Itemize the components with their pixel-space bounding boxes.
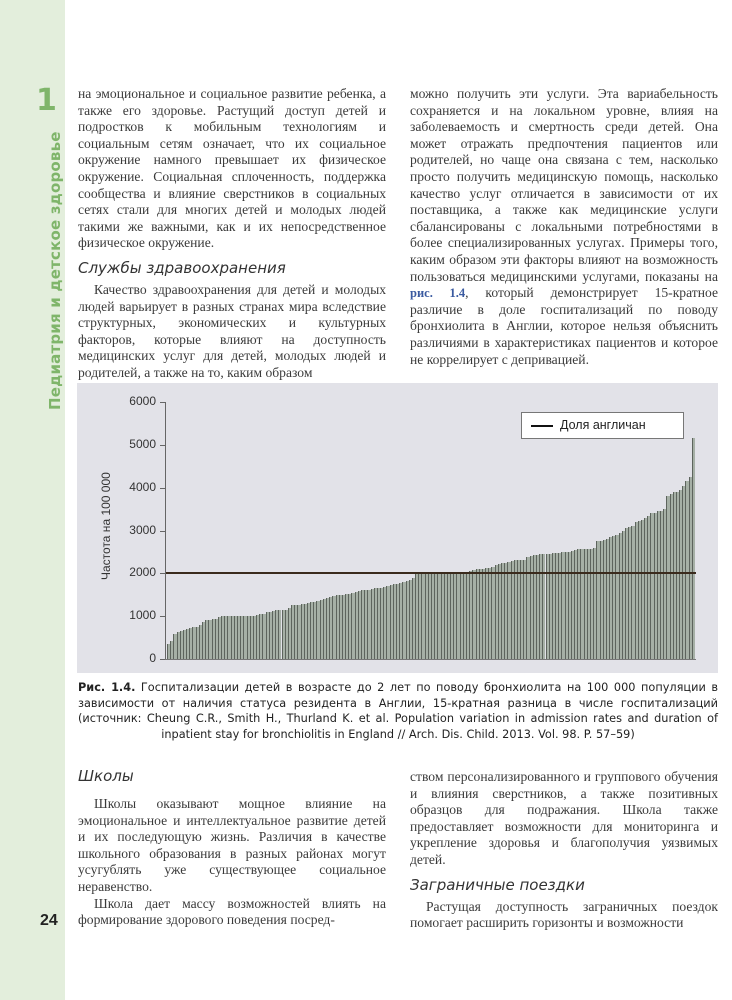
section-heading-schools: Школы xyxy=(78,767,134,785)
caption-label: Рис. 1.4. xyxy=(78,681,136,694)
section-heading-foreign-travel: Заграничные поездки xyxy=(410,875,585,894)
y-tick-label: 1000 xyxy=(129,608,156,623)
chart-legend xyxy=(521,412,684,439)
paragraph: Растущая доступность заграничных поездок помогает расширить горизонты и возможности xyxy=(410,898,718,931)
y-tick-label: 6000 xyxy=(129,394,156,408)
bar xyxy=(692,438,695,659)
chapter-sidebar xyxy=(0,0,65,1000)
paragraph-text: можно получить эти услуги. Эта вариабельность сохраняется и на локальном уровне, влияя на заболеваемость и смертность среди детей. Она может отражать предпочтения пациентов или родителей, но чаще она связана с тем, насколько просто получить медицинскую помощь, насколько качество услуг отличается в зависимости от их поставщика, а также как медицинские услуги сбалансированы с локальными потребностями в более специализированных услугах. Примеры того, каким образом эти факторы влияют на возможность пользоваться медицинскими услугами, показаны на xyxy=(410,86,718,284)
section-heading-health-services: Службы здравоохранения xyxy=(78,258,286,277)
reference-line-english-rate xyxy=(166,572,696,574)
y-tick-label: 4000 xyxy=(129,479,156,494)
text-column-top-left xyxy=(78,86,386,382)
legend-label: Доля англичан xyxy=(560,418,646,432)
y-axis-label: Частота на 100 000 xyxy=(99,472,113,580)
figure-reference-link[interactable]: рис. 1.4 xyxy=(410,286,466,301)
paragraph: на эмоциональное и социальное развитие ребенка, а также его здоровье. Растущий доступ детей и подростков к мобильным технологиям и социальным сетям означает, что их социальное окружение намного превышает их физическое окружение. Социальная сплоченность, поддержка сообщества и влияние сверстников в социальных сетях стали для многих детей и молодых людей такими же важными, как и их непосредственное физическое окружение. xyxy=(78,86,386,251)
paragraph: Качество здравоохранения для детей и молодых людей варьирует в разных странах мира вследствие структурных, экономических и культурных факторов, которые влияют на доступность медицинских услуг для детей, молодых людей и родителей, а также на то, каким образом xyxy=(78,281,386,380)
page-number: 24 xyxy=(40,912,58,929)
caption-text: Госпитализации детей в возрасте до 2 лет по поводу бронхиолита на 100 000 популяции в зависимости от наличия статуса резидента в Англии, 15-кратная разница в числе госпитализаций (источник: Cheung C.R., Smith H., Thurland K. et al. Population variation in admission rates and duration of inpatient stay for bronchiolitis in England // Arch. Dis. Child. 2013. Vol. 98. P. 57–59) xyxy=(78,681,718,741)
paragraph: ством персонализированного и группового обучения и влияния сверстников, а также позитивных образцов для подражания. Школа также предоставляет возможности для мониторинга и укрепление здоровья и благополучия уязвимых детей. xyxy=(410,769,718,867)
bar-series xyxy=(167,402,695,659)
y-tick-label: 0 xyxy=(149,651,156,665)
text-column-bottom-right xyxy=(410,769,718,932)
y-axis-line xyxy=(165,402,166,660)
figure-caption xyxy=(78,680,718,742)
text-column-top-right xyxy=(410,86,718,368)
x-axis-line xyxy=(165,659,696,660)
y-tick-label: 2000 xyxy=(129,565,156,580)
paragraph-text: , который демонстрирует 15-кратное различие в доле госпитализаций по поводу бронхиолита в Англии, которое нельзя объяснить различиями в характеристиках пациентов и которое не коррелирует с депривацией. xyxy=(410,285,718,367)
paragraph: Школа дает массу возможностей влиять на формирование здорового поведения посред- xyxy=(78,895,386,928)
running-title: Педиатрия и детское здоровье xyxy=(46,131,64,410)
y-tick-label: 3000 xyxy=(129,522,156,537)
text-column-bottom-left xyxy=(78,760,386,929)
legend-line-swatch xyxy=(531,425,553,427)
chapter-number: 1 xyxy=(36,83,57,118)
y-tick-label: 5000 xyxy=(129,436,156,451)
paragraph: Школы оказывают мощное влияние на эмоциональное и интеллектуальное развитие детей и их последующую жизнь. Различия в качестве школьного образования в разных районах могут усугублять уже существующее социальное неравенство. xyxy=(78,796,386,894)
paragraph xyxy=(410,86,718,368)
